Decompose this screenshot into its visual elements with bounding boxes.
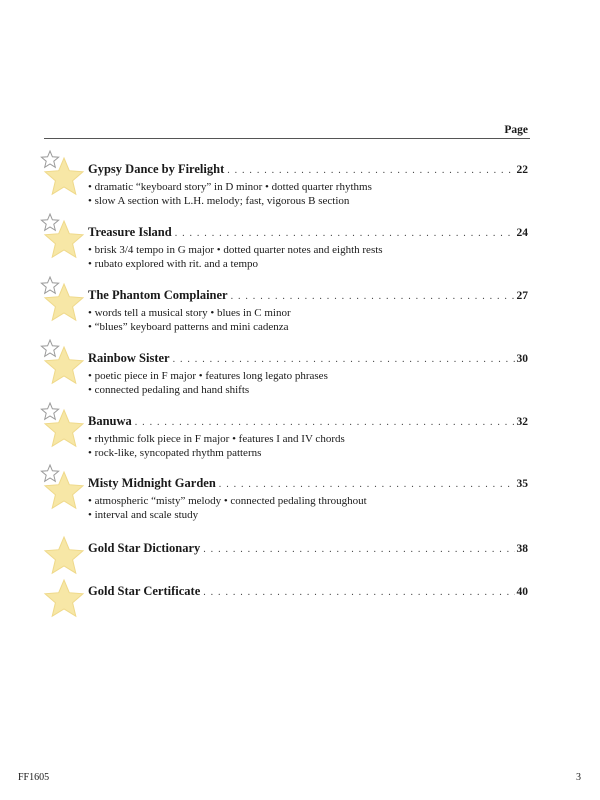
outline-star-icon	[41, 465, 58, 481]
toc-title-row	[88, 476, 528, 491]
toc-entry-description	[88, 495, 528, 522]
toc-entry-title: Banuwa	[88, 414, 132, 428]
dot-leader	[231, 291, 515, 302]
toc-entry-title: Rainbow Sister	[88, 351, 170, 365]
description-line: • poetic piece in F major • features long legato phrases	[88, 370, 328, 382]
toc-title-row	[88, 541, 528, 556]
toc-title-row	[88, 225, 528, 240]
dot-leader	[203, 587, 514, 598]
description-line: • rock-like, syncopated rhythm patterns	[88, 446, 262, 459]
toc-title-row	[88, 162, 528, 177]
description-line: • brisk 3/4 tempo in G major • dotted quarter notes and eighth rests	[88, 244, 383, 256]
gold-star-icon	[36, 462, 88, 514]
toc-entry-description	[88, 307, 528, 334]
footer-page-number: 3	[576, 772, 581, 783]
toc-entry-description	[88, 244, 528, 271]
toc-entry-page-number: 24	[516, 227, 528, 239]
toc-entry-title: Gold Star Dictionary	[88, 541, 201, 555]
dot-leader	[227, 165, 514, 176]
outline-star-icon	[41, 151, 58, 167]
page-column-header	[44, 122, 530, 139]
toc-entry-title: The Phantom Complainer	[88, 288, 228, 302]
toc-entry-title: Gypsy Dance by Firelight	[88, 162, 225, 176]
gold-star-icon	[36, 211, 88, 263]
toc-entry-title: Misty Midnight Garden	[88, 476, 216, 490]
gold-star-icon	[36, 337, 88, 389]
toc-entry-page-number: 22	[516, 164, 528, 176]
outline-star-icon	[41, 214, 58, 230]
toc-entry-title: Gold Star Certificate	[88, 584, 201, 598]
toc-entry-description	[88, 370, 528, 397]
toc-entry-description	[88, 433, 528, 460]
gold-star-icon	[36, 570, 88, 622]
description-line: • rhythmic folk piece in F major • features I and IV chords	[88, 433, 345, 445]
dot-leader	[135, 417, 515, 428]
gold-star-icon	[36, 400, 88, 452]
page-column-label: Page	[504, 124, 528, 136]
description-line: • slow A section with L.H. melody; fast, vigorous B section	[88, 194, 350, 207]
toc-entry-page-number: 27	[516, 290, 528, 302]
toc-title-row	[88, 584, 528, 599]
dot-leader	[219, 479, 515, 490]
toc-title-row	[88, 288, 528, 303]
outline-star-icon	[41, 277, 58, 293]
outline-star-icon	[41, 403, 58, 419]
dot-leader	[203, 544, 514, 555]
toc-entry-page-number: 32	[516, 416, 528, 428]
dot-leader	[173, 354, 515, 365]
dot-leader	[175, 228, 515, 239]
toc-entry-title: Treasure Island	[88, 225, 172, 239]
toc-entry-page-number: 38	[516, 543, 528, 555]
description-line: • “blues” keyboard patterns and mini cadenza	[88, 320, 289, 333]
description-line: • words tell a musical story • blues in C minor	[88, 307, 291, 319]
toc-entry-description	[88, 181, 528, 208]
gold-star-icon	[36, 274, 88, 326]
description-line: • dramatic “keyboard story” in D minor • dotted quarter rhythms	[88, 181, 372, 193]
description-line: • interval and scale study	[88, 508, 199, 521]
description-line: • atmospheric “misty” melody • connected pedaling throughout	[88, 495, 367, 507]
outline-star-icon	[41, 340, 58, 356]
description-line: • rubato explored with rit. and a tempo	[88, 257, 259, 270]
toc-entry-page-number: 35	[516, 478, 528, 490]
gold-star-icon	[36, 148, 88, 200]
description-line: • connected pedaling and hand shifts	[88, 383, 250, 396]
footer-code: FF1605	[18, 772, 50, 783]
toc-entry-page-number: 40	[516, 586, 528, 598]
toc-title-row	[88, 351, 528, 366]
toc-entry-page-number: 30	[516, 353, 528, 365]
toc-title-row	[88, 414, 528, 429]
